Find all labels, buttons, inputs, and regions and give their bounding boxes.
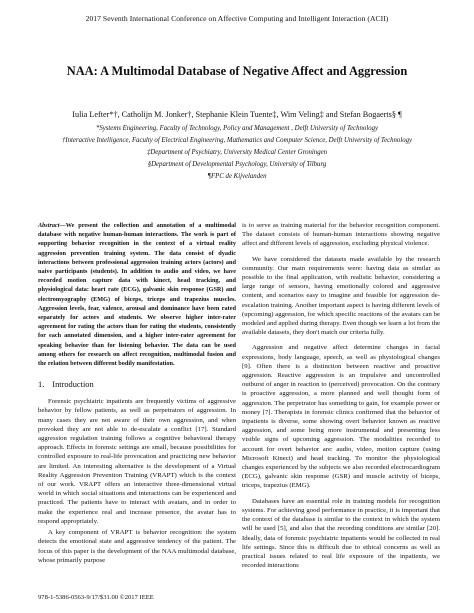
section-heading bbox=[38, 380, 236, 389]
right-paragraph: is to serve as training material for the behavior recognition component. The dataset consists of human-human interactions showing negative affect and different levels of aggression, excluding physical violence. bbox=[242, 222, 440, 248]
affiliation-2: †Interactive Intelligence, Faculty of Electrical Engineering, Mathematics and Computer Science, Delft University of Technology bbox=[61, 137, 413, 144]
left-paragraph: A key component of VRAPT is behavior recognition: the system detects the emotional state and aggressive tendency of the patient. The focus of this paper is the development of the NAA multimodal database, whose primarily purpose bbox=[38, 529, 236, 564]
left-column bbox=[38, 221, 236, 565]
abstract-lead: Abstract bbox=[38, 222, 60, 229]
right-paragraph: Databases have an essential role in training models for recognition systems. For achieving good performance in practice, it is important that the context of the database is similar to the context in which the system will be used [5], and also that the recording conditions are similar [20]. Ideally, data of forensic psychiatric inpatients would be collected in real life settings. Since this is difficult due to ethical concerns as well as practical issues related to real life exposure of the inpatients, we recorded interactions bbox=[242, 497, 440, 570]
affiliation-1: *Systems Engineering, Faculty of Technology, Policy and Management , Delft University of Technology bbox=[95, 125, 379, 132]
affiliation-4: §Department of Developmental Psychology, University of Tilburg bbox=[147, 161, 327, 168]
abstract-text: —We present the collection and annotation of a multimodal database with negative human-human interactions. The work is part of supporting behavior recognition in the context of a virtual reality aggression prevention training system. The data consist of dyadic interactions between professional aggression training actors (actors) and naive participants (students). In addition to audio and video, we have recorded motion capture data with kinect, head tracking, and physiological data: heart rate (ECG), galvanic skin response (GSR) and electromyography (EMG) of biceps, triceps and trapezius muscles. Aggression levels, fear, valence, arousal and dominance have been rated separately for actors and students. We observe higher inter-rater agreement for rating the actors than for rating the students, consistently for each annotated dimension, and a higher inter-rater agreement for speaking behavior than for listening behavior. The data can be used among others for research on affect recognition, multimodal fusion and the relation between different bodily manifestation. bbox=[38, 222, 236, 368]
right-paragraph: Aggression and negative affect determine changes in facial expressions, body language, speech, as well as physiological changes [9]. Often there is a distinction between reactive and proactive aggression. Reactive aggression is an impulsive and uncontrolled outburst of anger in reaction to (perceived) provocation. On the contrary is proactive aggression, a more planned and well thought form of aggression. The perpetrator has something to gain, for example power or money [7]. Therapists in forensic clinics confirmed that the behavior of inpatients is diverse, some showing overt behavior known as reactive aggression, and some being more instrumental and presenting less visible signs of upcoming aggression. The modalities recorded to account for overt behavior are: audio, video, motion capture (using Microsoft Kinect) and head tracking. To monitor the physiological changes experienced by the subjects we also recorded electrocardiogram (ECG), galvanic skin response (GSR) and muscle activity of biceps, triceps, trapezius (EMG). bbox=[242, 344, 440, 490]
affiliation-5: ¶FPC de Kijvelanden bbox=[207, 173, 267, 180]
author-list: Iulia Lefter*†, Catholijn M. Jonker†, Stephanie Klein Tuente‡, Wim Veling‡ and Stefan Bogaerts§ ¶ bbox=[72, 110, 402, 119]
conference-header: 2017 Seventh International Conference on Affective Computing and Intelligent Interaction (ACII) bbox=[85, 14, 389, 23]
right-paragraph: We have considered the datasets made available by the research community. Our main requirements were: having data as similar as possible to the final application, with realistic behavior, considering a large range of sensors, having emotionally colored and aggressive content, and scenarios easy to imagine and feasible for aggression de-escalation training. Another important aspect is having different levels of (upcoming) aggression, for which specific reactions of the avatars can be modeled and applied during therapy. Even though we learn a lot from the available datasets, they don't match our criteria fully. bbox=[242, 255, 440, 337]
right-column bbox=[242, 221, 440, 570]
affiliation-3: ‡Department of Psychiatry, University Medical Center Groningen bbox=[146, 149, 328, 156]
paper-title: NAA: A Multimodal Database of Negative Affect and Aggression bbox=[66, 64, 408, 78]
section-title: Introduction bbox=[52, 380, 94, 390]
section-number: 1. bbox=[38, 380, 45, 390]
abstract bbox=[38, 221, 236, 368]
copyright-footer: 978-1-5386-0563-9/17/$31.00 ©2017 IEEE bbox=[38, 594, 154, 601]
left-paragraph: Forensic psychiatric inpatients are frequently victims of aggressive behavior by fellow patients, as well as perpetrators of aggression. In many cases they are not aware of their own aggression, and when provoked they are not able to de-escalate a conflict [17]. Standard aggression regulation training follows a cognitive behavioral therapy approach. Effects in forensic settings are small, because possibilities for controlled exposure to real-life provocation and practicing new behavior are limited. An interesting alternative is the development of a Virtual Reality Aggression Prevention Training (VRAPT) which is the context of our work. VRAPT offers an interactive three-dimensional virtual world in which social situations and interactions can be experienced and practiced. The patients have to interact with avatars, and in order to make the experience real and increase presence, the avatar has to respond appropriately. bbox=[38, 398, 236, 525]
